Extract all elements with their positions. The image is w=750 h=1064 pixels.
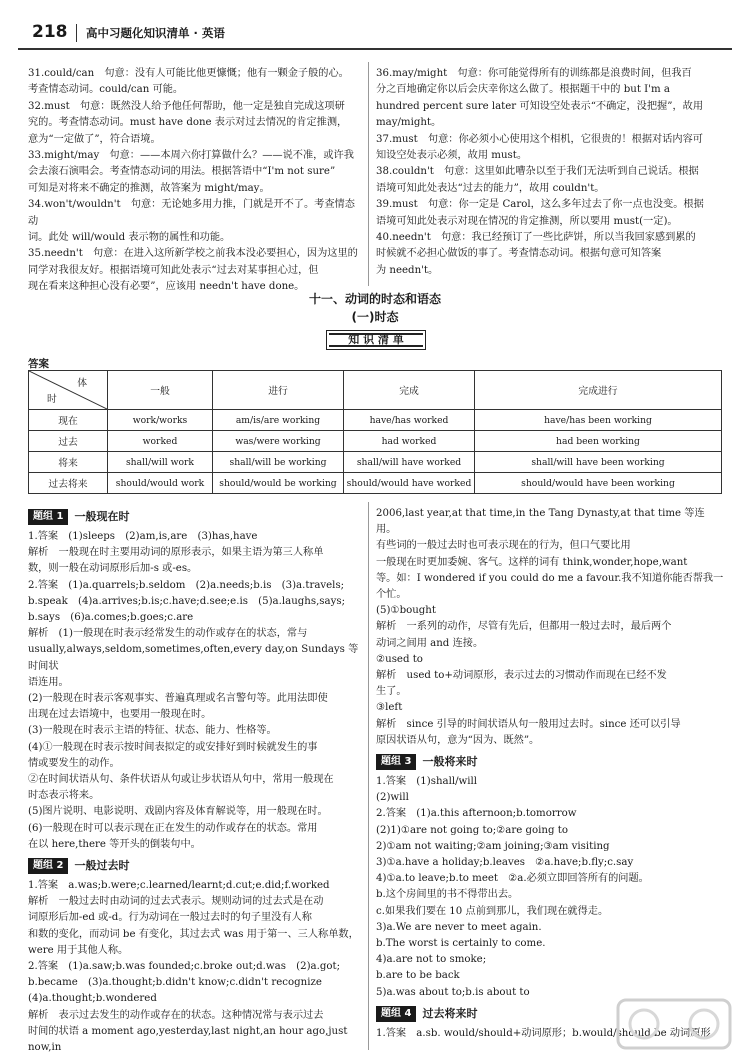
text-line: 38.couldn't 句意：这里如此嘈杂以至于我们无法听到自己说话。根据 (376, 166, 699, 178)
text-line: b.are to be back (376, 970, 460, 982)
group-2-heading (28, 857, 364, 875)
text-line: 分之百地确定你以后会庆幸你这么做了。根据题干中的 but I'm a (376, 84, 670, 96)
table-cell: should/would have worked (344, 473, 475, 494)
text-line: 2.答案 (1)a.saw;b.was founded;c.broke out;d.was (2)a.got; (28, 961, 341, 973)
text-line: were 用于其他人称。 (28, 944, 129, 956)
column-divider-lower (368, 502, 369, 1050)
bottom-left-column (28, 506, 364, 1056)
text-line: b.became (3)a.thought;b.didn't know;c.didn't recognize (28, 977, 322, 989)
text-line: 一般现在时更加委婉、客气。这样的词有 think,wonder,hope,want (376, 556, 688, 568)
table-row (29, 473, 722, 494)
text-line: 3)①a.have a holiday;b.leaves ②a.have;b.fly;c.say (376, 857, 634, 869)
table-cell: am/is/are working (213, 410, 344, 431)
table-cell: worked (108, 431, 213, 452)
text-line: 解析 表示过去发生的动作或存在的状态。这种情况常与表示过去 (28, 1009, 324, 1021)
diagonal-line (29, 371, 107, 409)
text-line: 词。此处 will/would 表示物的属性和功能。 (28, 232, 231, 244)
text-line: 2.答案 (1)a.this afternoon;b.tomorrow (376, 808, 577, 820)
text-line: (2)一般现在时表示客观事实、普遍真理或名言警句等。此用法即使 (28, 693, 328, 705)
text-line: 为 needn't。 (376, 264, 439, 276)
text-line: 在以 here,there 等开头的倒装句中。 (28, 838, 201, 850)
header-rule (18, 48, 732, 50)
knowledge-list-label: 知 识 清 单 (348, 333, 404, 346)
table-cell: shall/will work (108, 452, 213, 473)
table-cell: had been working (475, 431, 722, 452)
text-line: b.The worst is certainly to come. (376, 938, 546, 950)
group-badge: 题组 2 (28, 858, 68, 874)
table-header-row (29, 371, 722, 410)
text-line: 2.答案 (1)a.quarrels;b.seldom (2)a.needs;b.is (3)a.travels; (28, 579, 345, 591)
text-line: 1.答案 a.was;b.were;c.learned/learnt;d.cut;e.did;f.worked (28, 880, 330, 892)
group-title: 过去将来时 (422, 1006, 478, 1020)
text-line: 32.must 句意：既然没人给予他任何帮助，他一定是独自完成这项研 (28, 100, 345, 112)
box-inner-frame (329, 333, 423, 347)
text-line: 3)a.We are never to meet again. (376, 921, 542, 933)
text-line: 语境可知此处表达“过去的能力”，故用 couldn't。 (376, 182, 605, 194)
text-line: (6)一般现在时可以表示现在正在发生的动作或存在的状态。常用 (28, 822, 318, 834)
text-line: 个忙。 (376, 589, 407, 601)
knowledge-list-box (326, 330, 426, 350)
section-subtitle: (一)时态 (351, 310, 399, 324)
table-cell: should/would work (108, 473, 213, 494)
top-left-column (28, 66, 364, 296)
text-line: 时候就不必担心做饭的事了。考查情态动词。根据句意可知答案 (376, 248, 662, 260)
column-divider (368, 62, 369, 286)
column-header: 进行 (213, 371, 344, 410)
group-badge: 题组 1 (28, 509, 68, 525)
column-header: 完成 (344, 371, 475, 410)
column-header: 完成进行 (475, 371, 722, 410)
table-cell: have/has worked (344, 410, 475, 431)
text-line: 33.might/may 句意：——本周六你打算做什么？——说不准，或许我 (28, 150, 354, 162)
tense-label: 时 (47, 394, 57, 405)
text-line: (2)will (376, 792, 409, 804)
text-line: 4)①a.to leave;b.to meet ②a.必须立即回答所有的问题。 (376, 873, 649, 885)
corner-cell (29, 371, 108, 410)
text-line: 时间的状语 a moment ago,yesterday,last night,an hour ago,just now,in (28, 1025, 348, 1054)
text-line: 原因状语从句，意为“因为、既然”。 (376, 734, 540, 746)
text-line: 40.needn't 句意：我已经预订了一些比萨饼，所以当我回家感到累的 (376, 232, 696, 244)
chapter-title: 十一、动词的时态和语态 (308, 292, 441, 306)
text-line: 意为“一定做了”，符合语境。 (28, 133, 161, 145)
text-line: 5)a.was about to;b.is about to (376, 986, 530, 998)
text-line: 34.won't/wouldn't 句意：无论她多用力推，门就是开不了。考查情态动 (28, 199, 355, 227)
row-header: 过去将来 (29, 473, 108, 494)
text-line: 语境可知此处表示对现在情况的肯定推测，所以要用 must(一定)。 (376, 215, 678, 227)
table-cell: work/works (108, 410, 213, 431)
text-line: 39.must 句意：你一定是 Carol，这么多年过去了你一点也没变。根据 (376, 199, 704, 211)
text-line: 语连用。 (28, 676, 69, 688)
text-line: 词原形后加-ed 或-d。行为动词在一般过去时的句子里没有人称 (28, 912, 312, 924)
aspect-label: 体 (77, 378, 87, 389)
text-line: 解析 一般现在时主要用动词的原形表示，如果主语为第三人称单 (28, 547, 324, 559)
group-badge: 题组 3 (376, 754, 416, 770)
group-3-heading (376, 753, 724, 771)
text-line: 和数的变化，而动词 be 有变化，其过去式 was 用于第一、三人称单数， (28, 928, 359, 940)
text-line: 同学对我很友好。根据语境可知此处表示“过去对某事担心过，但 (28, 264, 319, 276)
group-badge: 题组 4 (376, 1006, 416, 1022)
table-cell: shall/will have been working (475, 452, 722, 473)
text-line: 时态表示将来。 (28, 790, 100, 802)
text-line: may/might。 (376, 117, 442, 129)
group-title: 一般将来时 (422, 754, 478, 768)
text-line: 究的。考查情态动词。must have done 表示对过去情况的肯定推测， (28, 117, 348, 129)
text-line: 解析 一系列的动作，尽管有先后，但都用一般过去时，最后两个 (376, 621, 672, 633)
table-row (29, 431, 722, 452)
text-line: 现在看来这种担心没有必要”，应该用 needn't have done。 (28, 281, 305, 293)
text-line: (4)a.thought;b.wondered (28, 993, 157, 1005)
text-line: 1.答案 a.sb. would/should+动词原形；b.would/should be 动词原形 (376, 1027, 711, 1039)
text-line: 考查情态动词。could/can 可能。 (28, 84, 184, 96)
text-line: 有些词的一般过去时也可表示现在的行为，但口气要比用 (376, 540, 631, 552)
row-header: 现在 (29, 410, 108, 431)
text-line: 出现在过去语境中，也要用一般现在时。 (28, 709, 212, 721)
text-line: usually,always,seldom,sometimes,often,every day,on Sundays 等时间状 (28, 644, 359, 672)
bottom-right-column (376, 506, 724, 1042)
table-cell: should/would have been working (475, 473, 722, 494)
table-row (29, 452, 722, 473)
header-separator (76, 24, 77, 42)
text-line: 数，则一般在动词原形后加-s 或-es。 (28, 563, 198, 575)
text-line: b.speak (4)a.arrives;b.is;c.have;d.see;e.is (5)a.laughs,says; (28, 595, 346, 607)
group-title: 一般现在时 (74, 509, 130, 523)
answer-label: 答案 (28, 358, 49, 370)
text-line: 36.may/might 句意：你可能觉得所有的训练都是浪费时间，但我百 (376, 68, 692, 79)
table-cell: have/has been working (475, 410, 722, 431)
text-line: 解析 used to+动词原形，表示过去的习惯动作而现在已经不发 (376, 670, 667, 682)
table-cell: shall/will be working (213, 452, 344, 473)
text-line: 解析 (1)一般现在时表示经常发生的动作或存在的状态，常与 (28, 628, 308, 640)
text-line: 31.could/can 句意：没有人可能比他更慷慨；他有一颗金子般的心。 (28, 68, 349, 79)
text-line: 解析 since 引导的时间状语从句一般用过去时。since 还可以引导 (376, 718, 681, 730)
text-line: 情或要发生的动作。 (28, 757, 120, 769)
row-header: 将来 (29, 452, 108, 473)
table-cell: should/would be working (213, 473, 344, 494)
text-line: 生了。 (376, 686, 407, 698)
top-right-column (376, 66, 724, 279)
page-header (18, 8, 732, 52)
text-line: b.这个房间里的书不得带出去。 (376, 889, 519, 901)
text-line: 会去滚石演唱会。考查情态动词的用法。根据答语中“I'm not sure” (28, 166, 336, 178)
text-line: 1.答案 (1)shall/will (376, 776, 478, 788)
text-line: 知设空处表示必须，故用 must。 (376, 150, 528, 162)
group-title: 一般过去时 (74, 858, 130, 872)
column-header: 一般 (108, 371, 213, 410)
table-cell: had worked (344, 431, 475, 452)
text-line: 可知是对将来不确定的推测，故答案为 might/may。 (28, 182, 270, 194)
text-line: 动词之间用 and 连接。 (376, 637, 484, 649)
text-line: 解析 一般过去时由动词的过去式表示。规则动词的过去式是在动 (28, 896, 324, 908)
text-line: ②used to (376, 653, 423, 665)
text-line: 2006,last year,at that time,in the Tang Dynasty,at that time 等连用。 (376, 508, 705, 536)
tense-table (28, 370, 722, 494)
text-line: ②在时间状语从句、条件状语从句或让步状语从句中，常用一般现在 (28, 774, 334, 786)
text-line: (3)一般现在时表示主语的特征、状态、能力、性格等。 (28, 725, 277, 737)
text-line: ③left (376, 702, 403, 714)
text-line: b.says (6)a.comes;b.goes;c.are (28, 612, 194, 624)
table-cell: shall/will have worked (344, 452, 475, 473)
text-line: c.如果我们要在 10 点前到那儿，我们现在就得走。 (376, 905, 609, 917)
text-line: 1.答案 (1)sleeps (2)am,is,are (3)has,have (28, 531, 258, 542)
text-line: 37.must 句意：你必须小心使用这个相机，它很贵的！根据对话内容可 (376, 133, 703, 145)
text-line: (5)图片说明、电影说明、戏剧内容及体育解说等，用一般现在时。 (28, 806, 328, 818)
text-line: 35.needn't 句意：在进入这所新学校之前我本没必要担心，因为这里的 (28, 248, 358, 260)
text-line: (5)①bought (376, 605, 436, 617)
text-line: 2)①am not waiting;②am joining;③am visiting (376, 840, 610, 852)
text-line: 4)a.are not to smoke; (376, 954, 487, 966)
watermark-stamp (614, 994, 734, 1054)
text-line: (4)①一般现在时表示按时间表拟定的或安排好到时候就发生的事 (28, 741, 318, 753)
table-cell: was/were working (213, 431, 344, 452)
group-1-heading (28, 508, 364, 526)
book-title: 高中习题化知识清单 · 英语 (86, 26, 225, 40)
text-line: hundred percent sure later 可知设空处表示“不确定，没把握”，故用 (376, 100, 704, 112)
text-line: (2)1)①are not going to;②are going to (376, 824, 568, 836)
row-header: 过去 (29, 431, 108, 452)
text-line: 等。如：I wondered if you could do me a favour.我不知道你能否帮我一 (376, 572, 724, 584)
page-number: 218 (32, 22, 68, 42)
table-row (29, 410, 722, 431)
